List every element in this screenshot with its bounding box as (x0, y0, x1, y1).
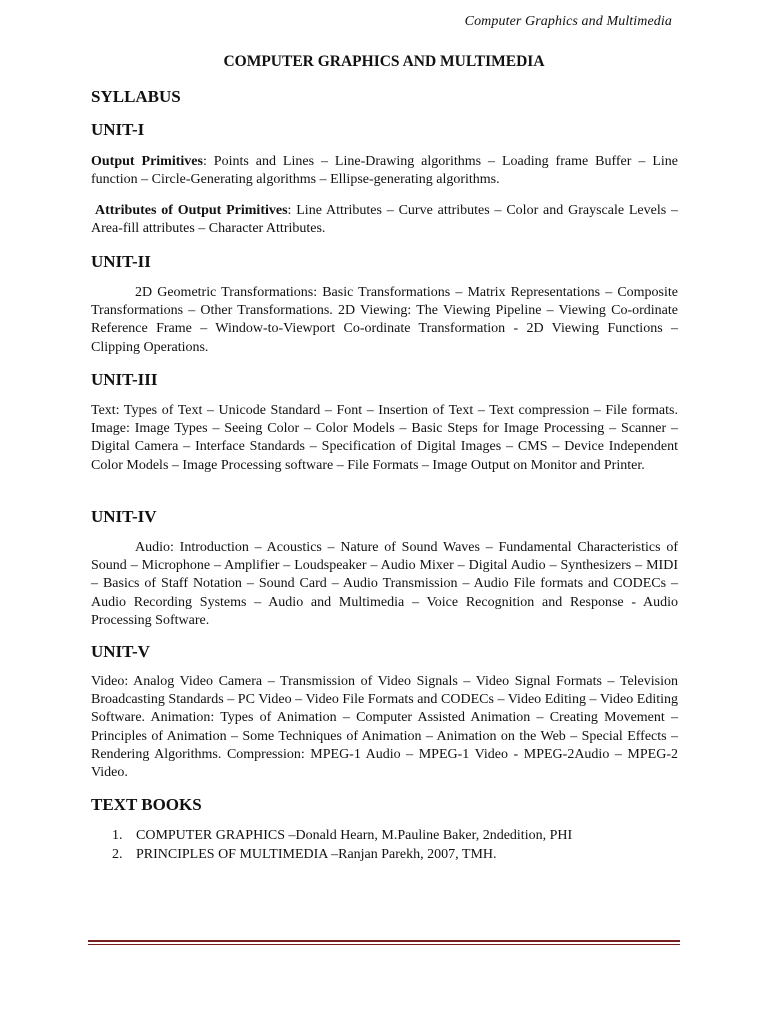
text-books-heading: TEXT BOOKS (91, 795, 202, 814)
text-book-item (112, 826, 572, 845)
text-books-list (112, 826, 572, 864)
unit-1-heading: UNIT-I (91, 120, 145, 139)
text-book-title: PRINCIPLES OF MULTIMEDIA –Ranjan Parekh, 2007, TMH. (136, 847, 497, 862)
running-header: Computer Graphics and Multimedia (464, 14, 672, 29)
attributes-label: Attributes of Output Primitives (95, 203, 288, 218)
footer-rule-thin (88, 944, 680, 945)
text-book-title: COMPUTER GRAPHICS –Donald Hearn, M.Pauline Baker, 2ndedition, PHI (136, 828, 573, 843)
document-title: COMPUTER GRAPHICS AND MULTIMEDIA (223, 53, 545, 70)
unit-1-paragraph-output-primitives (91, 153, 678, 189)
unit-3-paragraph: Text: Types of Text – Unicode Standard – Font – Insertion of Text – Text compression – File formats. Image: Image Types – Seeing Color – Color Models – Basic Steps for Image Processing – Scanner – Digital Camera – Interface Standards – Specification of Digital Images – CMS – Device Independent Color Models – Image Processing software – File Formats – Image Output on Monitor and Printer. (91, 403, 678, 473)
unit-5-paragraph: Video: Analog Video Camera – Transmission of Video Signals – Video Signal Formats – Television Broadcasting Standards – PC Video – Video File Formats and CODECs – Video Editing – Video Editing Software. Animation: Types of Animation – Computer Assisted Animation – Creating Movement – Principles of Animation – Some Techniques of Animation – Animation on the Web – Special Effects – Rendering Algorithms. Compression: MPEG-1 Audio – MPEG-1 Video - MPEG-2Audio – MPEG-2 Video. (91, 674, 678, 781)
text-book-item (112, 845, 572, 864)
unit-4-paragraph: Audio: Introduction – Acoustics – Nature of Sound Waves – Fundamental Characteristics of Sound – Microphone – Amplifier – Loudspeaker – Audio Mixer – Digital Audio – Synthesizers – MIDI – Basics of Staff Notation – Sound Card – Audio Transmission – Audio File formats and CODECs – Audio Recording Systems – Audio and Multimedia – Voice Recognition and Response - Audio Processing Software. (91, 540, 678, 628)
unit-1-paragraph-attributes (91, 202, 678, 238)
unit-5-heading: UNIT-V (91, 642, 150, 661)
text-book-number: 2. (112, 847, 123, 862)
attributes-text: : Line Attributes – Curve attributes – Color and Grayscale Levels – Area-fill attributes – Character Attributes. (91, 203, 678, 237)
syllabus-heading: SYLLABUS (91, 87, 181, 106)
unit-4-heading: UNIT-IV (91, 507, 157, 526)
output-primitives-text: : Points and Lines – Line-Drawing algorithms – Loading frame Buffer – Line function – Circle-Generating algorithms – Ellipse-generating algorithms. (91, 154, 678, 188)
text-book-number: 1. (112, 828, 123, 843)
output-primitives-label: Output Primitives (91, 154, 203, 169)
unit-2-heading: UNIT-II (91, 252, 151, 271)
unit-3-heading: UNIT-III (91, 370, 158, 389)
footer-rule-thick (88, 940, 680, 942)
unit-2-paragraph: 2D Geometric Transformations: Basic Transformations – Matrix Representations – Composite Transformations – Other Transformations. 2D Viewing: The Viewing Pipeline – Viewing Co-ordinate Reference Frame – Window-to-Viewport Co-ordinate Transformation - 2D Viewing Functions – Clipping Operations. (91, 285, 678, 355)
